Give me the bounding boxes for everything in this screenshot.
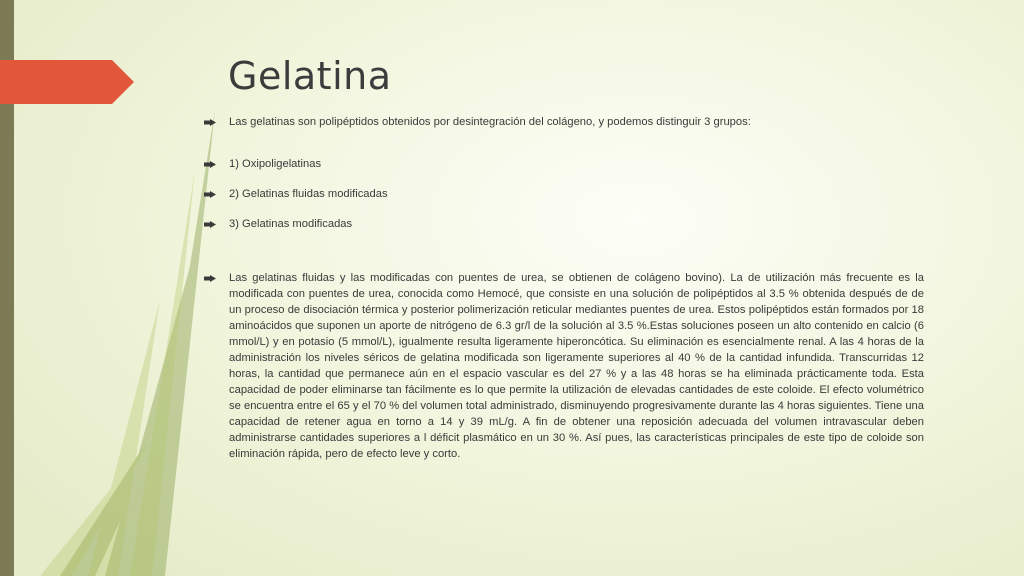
bullet-item — [204, 270, 924, 462]
bullet-item — [204, 156, 924, 172]
arrow-bullet-icon — [204, 275, 216, 282]
bullet-item — [204, 114, 924, 130]
bullet-text: 2) Gelatinas fluidas modificadas — [229, 188, 388, 200]
bullet-list — [204, 110, 924, 462]
bullet-text: Las gelatinas son polipéptidos obtenidos por desintegración del colágeno, y podemos distinguir 3 grupos: — [229, 116, 751, 128]
arrow-bullet-icon — [204, 119, 216, 126]
bullet-item — [204, 216, 924, 232]
bullet-text: 1) Oxipoligelatinas — [229, 158, 322, 170]
arrow-bullet-icon — [204, 191, 216, 198]
bullet-text: 3) Gelatinas modificadas — [229, 218, 353, 230]
arrow-bullet-icon — [204, 161, 216, 168]
slide-title: Gelatina — [228, 54, 392, 98]
bullet-text: Las gelatinas fluidas y las modificadas con puentes de urea, se obtienen de colágeno bovino). La de utilización más frecuente es la modificada con puentes de urea, conocida como Hemocé, que consiste en una solución de polipéptidos al 3.5 % obtenida después de de un proceso de disociación térmica y posterior polimerización reticular mediantes puentes de urea. Estos polipéptidos están formados por 18 aminoácidos que suponen un aporte de nitrógeno de 6.3 gr/l de la solución al 3.5 %.Estas soluciones poseen un alto contenido en calcio (6 mmol/L) y en potasio (5 mmol/L), igualmente resulta ligeramente hiperoncótica. Su eliminación es esencialmente renal. A las 4 horas de la administración los niveles séricos de gelatina modificada son ligeramente superiores al 40 % de la cantidad infundida. Transcurridas 12 horas, la cantidad que permanece aún en el espacio vascular es del 27 % y a las 48 horas se ha eliminada prácticamente toda. Esta capacidad de poder eliminarse tan fácilmente es lo que permite la utilización de elevadas cantidades de este coloide. El efecto volumétrico se encuentra entre el 65 y el 70 % del volumen total administrado, disminuyendo progresivamente durante las 4 horas siguientes. Tiene una capacidad de retener agua en torno a 14 y 39 mL/g. A fin de obtener una reposición adecuada del volumen intravascular deben administrarse cantidades superiores a l déficit plasmático en un 30 %. Así pues, las características principales de este tipo de coloide son eliminación rápida, pero de efecto leve y corto. — [229, 272, 924, 460]
bullet-item — [204, 186, 924, 202]
arrow-bullet-icon — [204, 221, 216, 228]
title-accent-tab — [0, 60, 134, 104]
